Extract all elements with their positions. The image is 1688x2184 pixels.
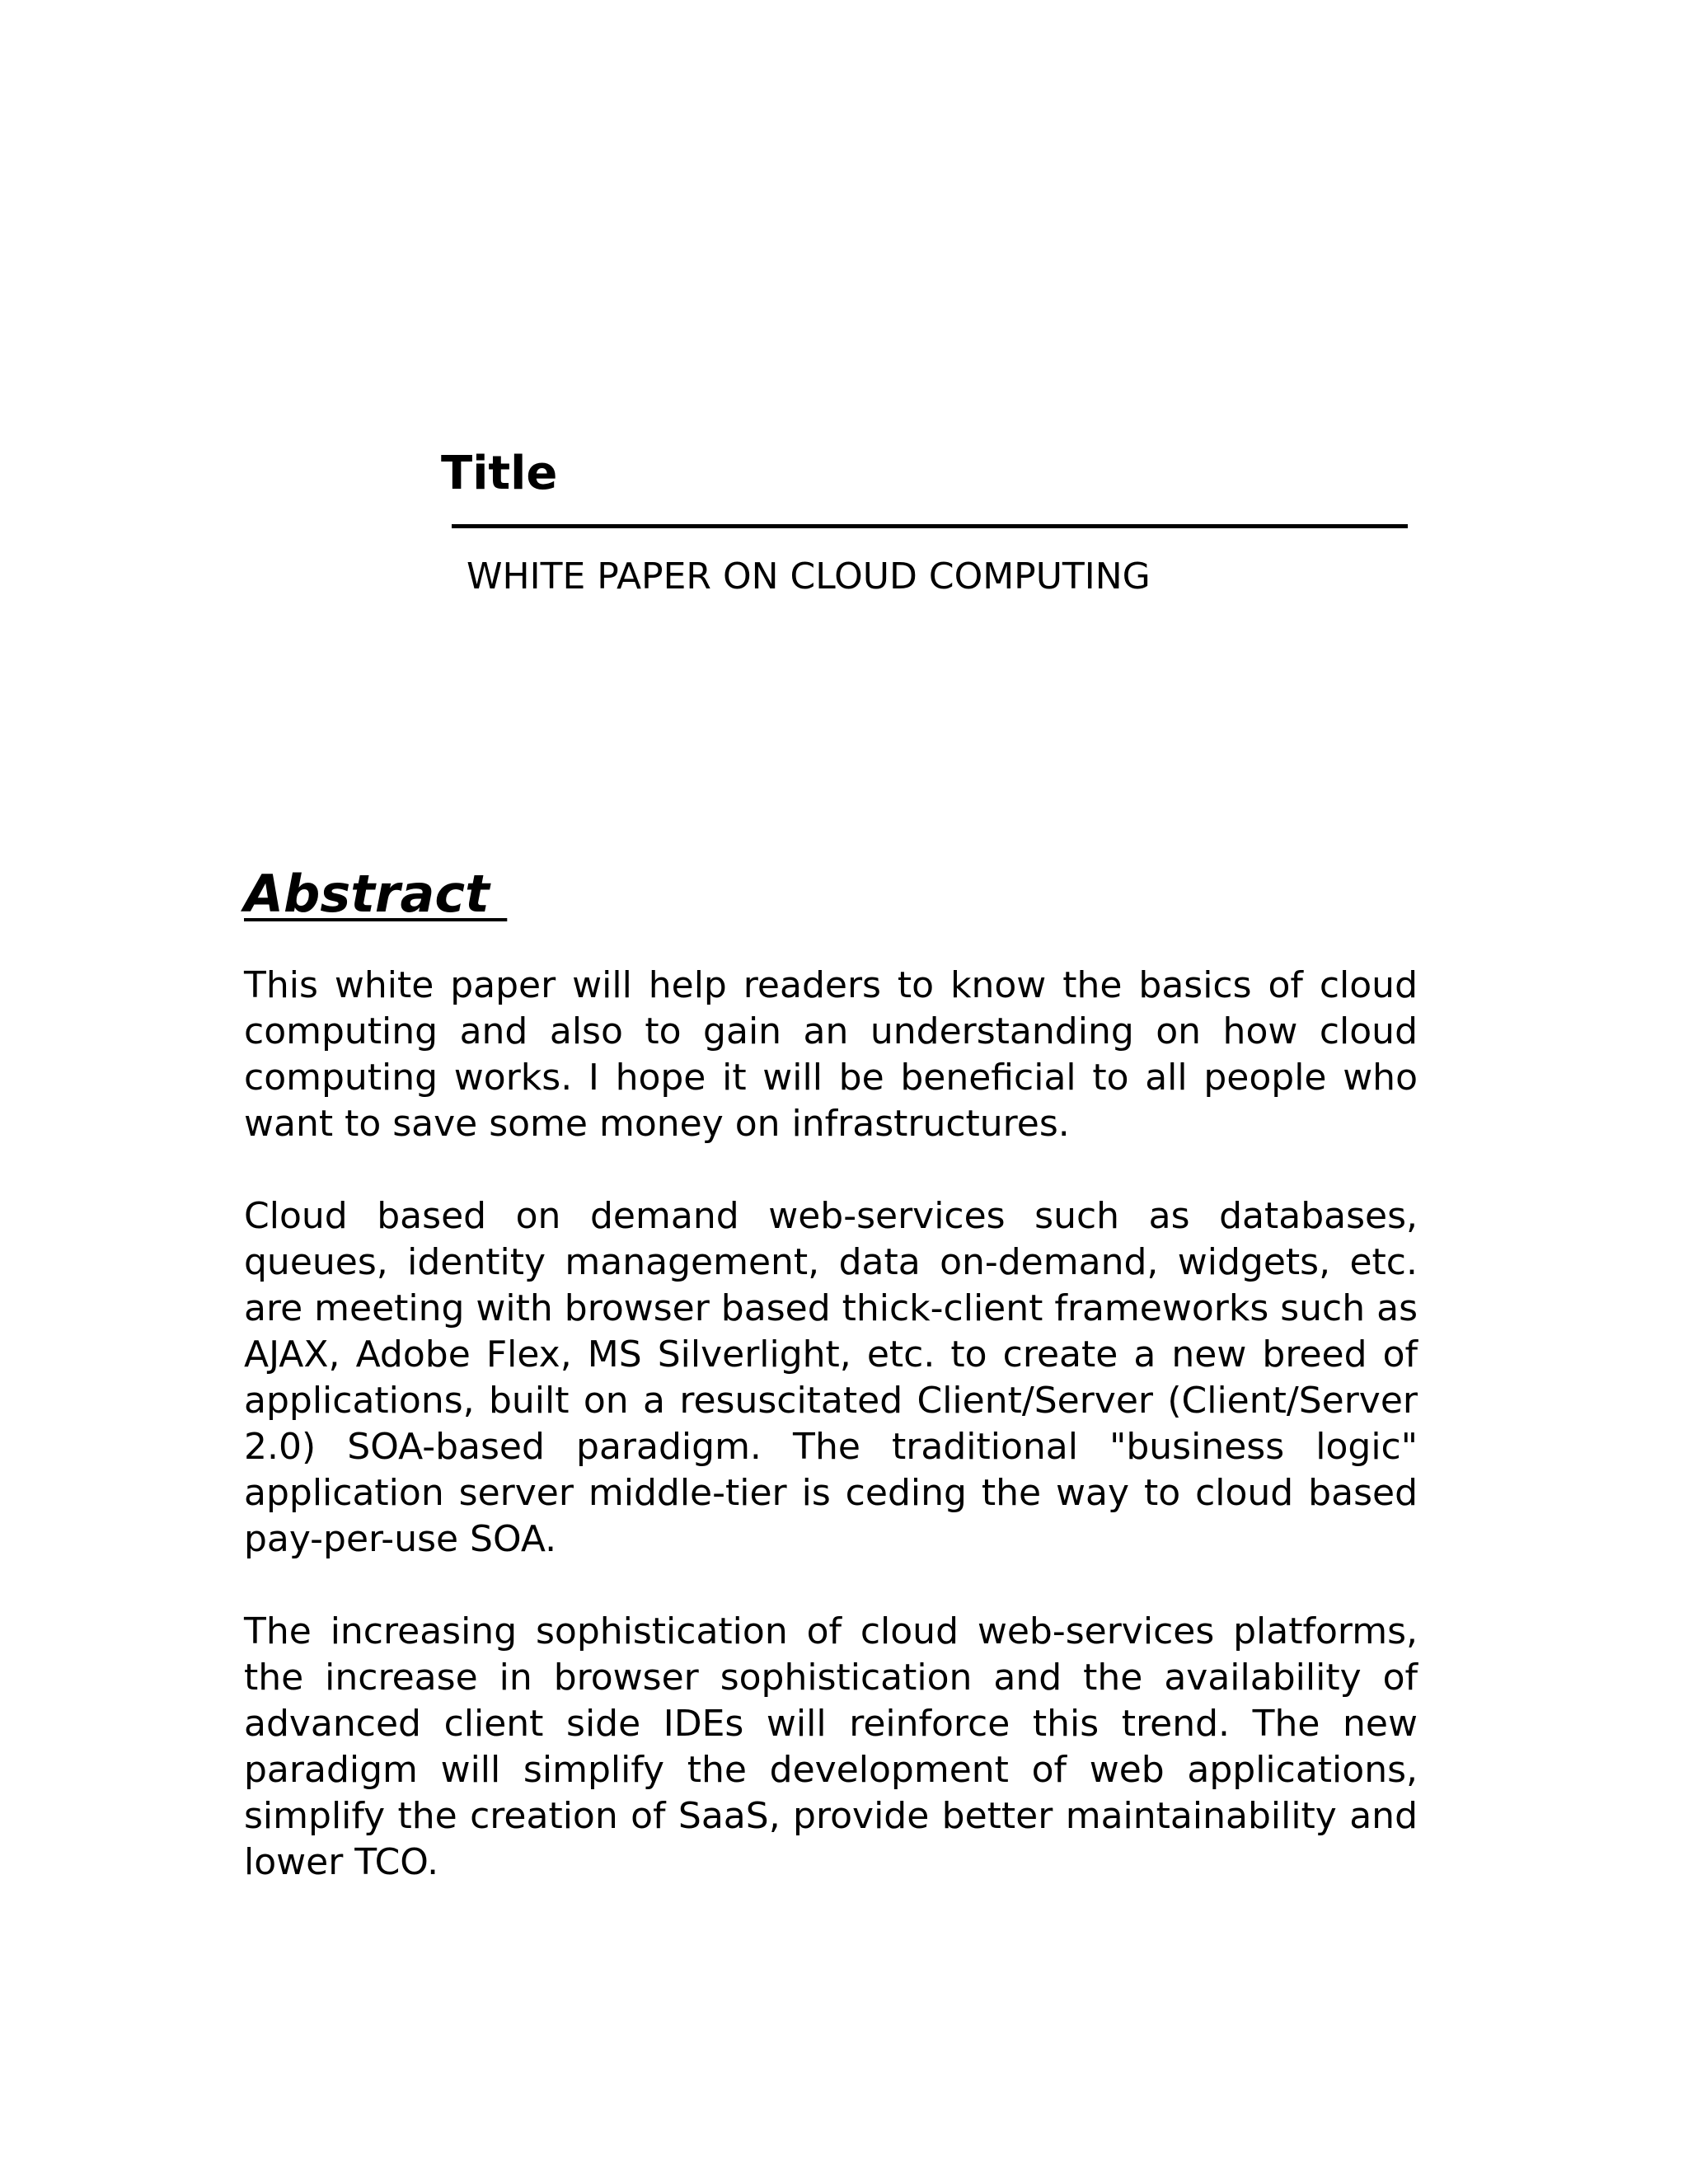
abstract-heading: Abstract [244, 864, 508, 924]
abstract-paragraph-1: This white paper will help readers to know the basics of cloud computing and also to gain an understanding on how cloud computing works. I hope it will be beneficial to all people who want to save some money on infrastructures. [244, 964, 1418, 1145]
document-title: WHITE PAPER ON CLOUD COMPUTING [467, 555, 1151, 598]
title-label: Title [441, 447, 558, 500]
title-divider [452, 524, 1408, 528]
abstract-paragraph-2: Cloud based on demand web-services such as databases, queues, identity management, data on-demand, widgets, etc. are meeting with browser based thick-client frameworks such as AJAX, Adobe Flex, MS Silverlight, etc. to create a new breed of applications, built on a resuscitated Client/Server (Client/Server 2.0) SOA-based paradigm. The traditional "business logic" application server middle-tier is ceding the way to cloud based pay-per-use SOA. [244, 1195, 1418, 1560]
abstract-paragraph-3: The increasing sophistication of cloud web-services platforms, the increase in browser sophistication and the availability of advanced client side IDEs will reinforce this trend. The new paradigm will simplify the development of web applications, simplify the creation of SaaS, provide better maintainability and lower TCO. [244, 1610, 1418, 1883]
